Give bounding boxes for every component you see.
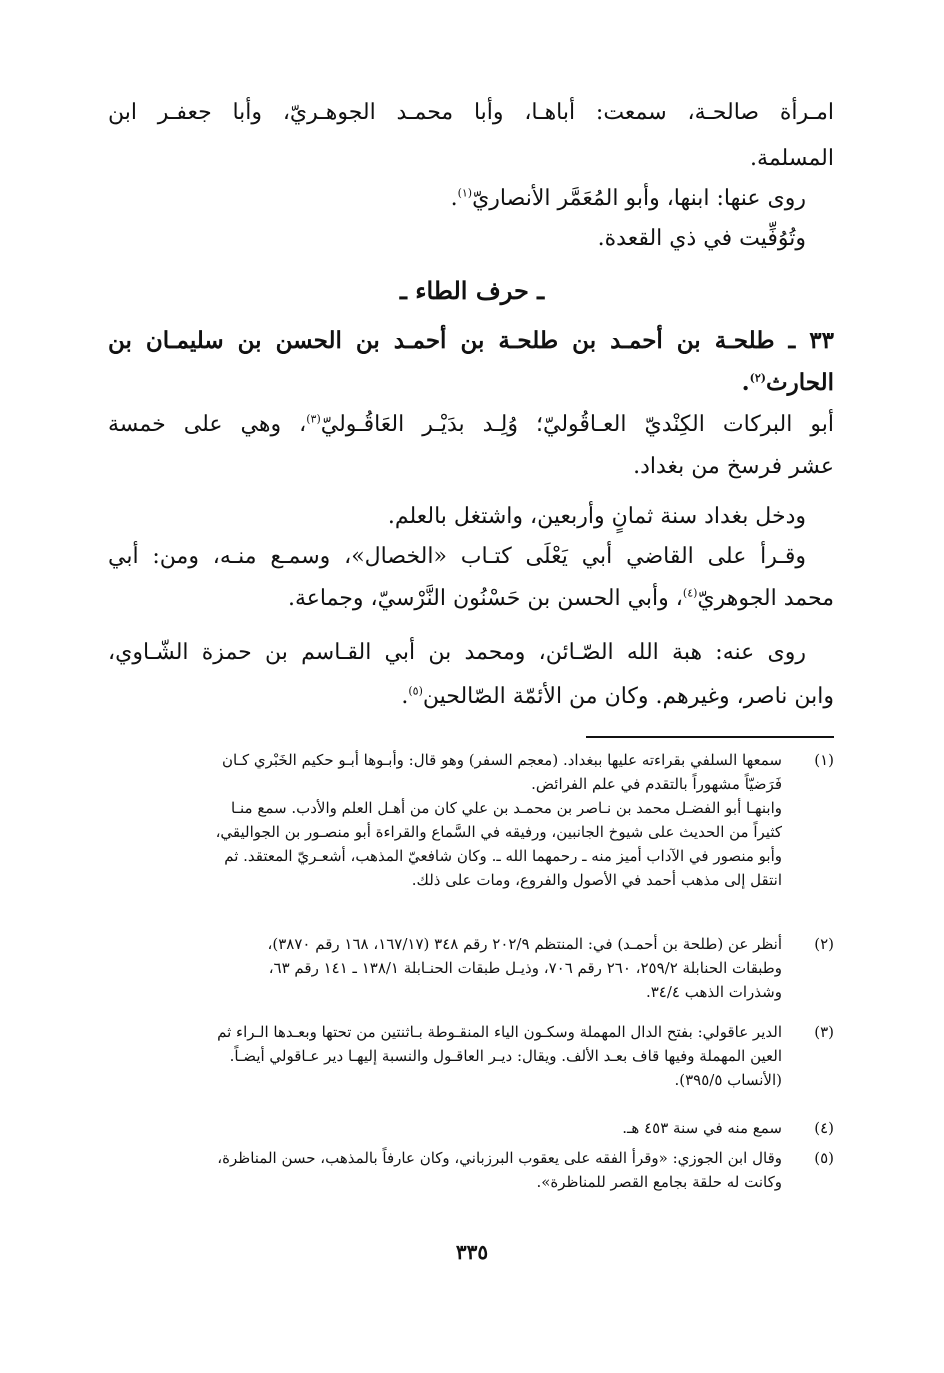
text-run: الحارث [765, 369, 834, 396]
body-line [108, 638, 834, 668]
footnote-separator [586, 736, 834, 738]
body-line [108, 184, 834, 214]
footnote-line: انتقل إلى مذهب أحمد في الأصول والفروع، ومات على ذلك. [411, 871, 782, 889]
text-run: ، وأبي الحسن بن حَسْنُون النَّرْسيّ، وجماعة. [287, 586, 683, 611]
footnote-number: (٥) [814, 1149, 834, 1167]
footnote-line: وأبو منصور في الآداب أميز منه ـ رحمهما الله ـ. وكان شافعيّ المذهب، أشعـريّ المعتقد. ثم [224, 847, 782, 865]
footnote-ref: (٤) [682, 586, 698, 600]
text-run: وقـرأ على القاضي أبي يَعْلَى كتـاب «الخصال»، وسمـع منـه، ومن: أبي [108, 544, 806, 569]
footnote [108, 1020, 834, 1092]
footnote-text [108, 1146, 782, 1194]
entry-title [108, 368, 834, 398]
footnote-number: (٢) [814, 935, 834, 953]
text-run: ، وهي على خمسة [108, 412, 307, 437]
footnote-text [108, 1020, 782, 1092]
footnote [108, 1146, 834, 1194]
body-line [108, 542, 834, 572]
body-line [108, 224, 834, 254]
page-number: ٣٣٥ [455, 1240, 489, 1264]
footnote-line: كثيراً من الحديث على شيوخ الجانبين، ورفيقه في السَّماع والقراءة أبو منصـور بن الجواليقي، [215, 823, 782, 841]
footnote-line: وقال ابن الجوزي: «وقرأ الفقه على يعقوب البرزباني، وكان عارفاً بالمذهب، حسن المناظرة، [217, 1149, 782, 1167]
body-line [108, 682, 834, 712]
footnote-line: سمع منه في سنة ٤٥٣ هـ. [622, 1119, 782, 1137]
text-run: . [741, 369, 750, 396]
footnote-line: وشذرات الذهب ٣٤/٤. [645, 983, 782, 1001]
text-run: روى عنه: هبة الله الصّـائن، ومحمد بن أبي القـاسم بن حمزة الشّـاوي، [108, 640, 806, 665]
footnote-ref: (٢) [749, 371, 766, 385]
text-run: أبو البركات الكِنْديّ العـاقُوليّ؛ وُلِـد بدَيْـر العَاقُـوليّ [320, 412, 834, 437]
footnote-line: وكانت له حلقة بجامع القصر للمناظرة». [536, 1173, 782, 1191]
footnote [108, 748, 834, 892]
footnote-line: أنظر عن (طلحة بن أحمـد) في: المنتظم ٢٠٢/٩ رقم ٣٤٨ (١٦٧/١٧، ١٦٨ رقم ٣٨٧٠)، [267, 935, 782, 953]
footnote-text [108, 748, 782, 892]
text-run: عشر فرسخ من بغداد. [633, 454, 834, 479]
footnote-line: فَرَضيّاً مشهوراً بالتقدم في علم الفرائض. [531, 775, 782, 793]
text-run: امـرأة صالحـة، سمعت: أباهـا، وأبا محمـد الجوهـريّ، وأبا جعفـر ابن [108, 100, 834, 125]
footnote-ref: (٣) [306, 412, 321, 426]
text-run: ٣٣ ـ طلحـة بن أحمـد بن طلحـة بن أحمـد بن الحسن بن سليمـان بن [108, 327, 834, 354]
footnote [108, 1116, 834, 1140]
footnote-line: سمعها السلفي بقراءته عليها ببغداد. (معجم السفر) وهو قال: وأبـوها أبـو حكيم الخَبْري كـان [221, 751, 782, 769]
body-line [108, 502, 834, 532]
footnote-line: الدير عاقولي: بفتح الدال المهملة وسكـون الياء المنقـوطة بـاثنتين من تحتها وبعـدها الـراء ثم [217, 1023, 782, 1041]
footnote-ref: (١) [457, 186, 473, 200]
footnote-line: وابنهـا أبو الفضـل محمد بن نـاصر بن محمـد بن علي كان من أهـل العلم والأدب. سمع منـا [231, 799, 782, 817]
footnote-line: وطبقات الحنابلة ٢٥٩/٢، ٢٦٠ رقم ٧٠٦، وذيـل طبقات الحنـابلة ١٣٨/١ ـ ١٤١ رقم ٦٣، [268, 959, 782, 977]
footnote-number: (٤) [814, 1119, 834, 1137]
footnote-line: العين المهملة وفيها قاف بعـد الألف. ويقال: ديـر العاقـول والنسبة إليهـا دير عـاقولي أيضـاً. [229, 1047, 782, 1065]
footnote-ref: (٥) [408, 684, 423, 698]
text-run: ودخل بغداد سنة ثمانٍ وأربعين، واشتغل بالعلم. [387, 504, 806, 529]
text-run: . [401, 684, 409, 709]
footnote-number: (٣) [814, 1023, 834, 1041]
body-line [108, 98, 834, 128]
text-run: وتُوُفِّيت في ذي القعدة. [597, 226, 806, 251]
body-line [108, 452, 834, 482]
body-line [108, 410, 834, 440]
text-run: محمد الجوهريّ [697, 586, 834, 611]
entry-title [108, 326, 834, 356]
body-line [108, 144, 834, 174]
text-run: المسلمة. [750, 146, 834, 171]
footnote [108, 932, 834, 1004]
section-heading: ـ حرف الطاء ـ [399, 276, 545, 305]
body-line [108, 584, 834, 614]
text-run: روى عنها: ابنها، وأبو المُعَمَّر الأنصاريّ [472, 186, 806, 211]
footnote-line: (الأنساب ٣٩٥/٥). [674, 1071, 782, 1089]
text-run: وابن ناصر، وغيرهم. وكان من الأئمّة الصّالحين [422, 684, 834, 709]
footnote-text [108, 932, 782, 1004]
footnote-number: (١) [814, 751, 834, 769]
text-run: . [450, 186, 458, 211]
footnote-text [108, 1116, 782, 1140]
